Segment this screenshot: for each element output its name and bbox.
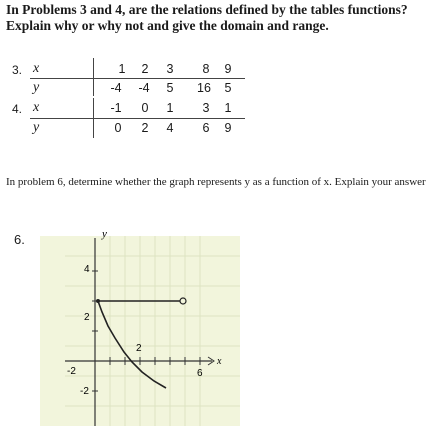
problem-4-number: 4.	[12, 102, 23, 116]
problem-6-number: 6.	[14, 232, 25, 247]
axis-label-y: y	[102, 228, 107, 240]
problem-4-y-label: y	[33, 120, 40, 135]
problem-6-instructions: In problem 6, determine whether the graph represents y as a function of x. Explain your answer	[6, 176, 426, 188]
problem-4-x-cell: -1	[110, 101, 122, 115]
tick-label-x-neg2: -2	[67, 366, 76, 377]
problem-3-y-label: y	[33, 80, 40, 95]
problem-3-y-cell: 5	[224, 81, 232, 95]
problem-4-table	[0, 0, 442, 200]
problem-3-x-cell: 1	[118, 62, 126, 76]
problem-3-y-cell: -4	[138, 81, 150, 95]
axis-label-x: x	[217, 356, 222, 367]
problem-3-y-cell: 16	[197, 81, 211, 95]
open-endpoint	[180, 298, 186, 304]
problem-4-x-cell: 1	[224, 101, 232, 115]
problem-4-y-cell: 6	[202, 121, 210, 135]
problem-4-y-cell: 4	[166, 121, 174, 135]
problem-3-x-label: x	[33, 61, 40, 76]
problem-4-x-cell: 1	[166, 101, 174, 115]
closed-endpoint	[96, 299, 100, 303]
problem-3-y-cell: -4	[110, 81, 122, 95]
tick-label-y-neg2: -2	[80, 386, 89, 397]
tick-label-x-6: 6	[197, 368, 203, 379]
problem-4-x-cell: 3	[202, 101, 210, 115]
problem-4-y-cell: 9	[224, 121, 232, 135]
problem-4-x-label: x	[33, 100, 40, 115]
problem-4-x-cell: 0	[141, 101, 149, 115]
tick-label-y-4: 4	[84, 264, 90, 275]
problem-6-graph	[40, 226, 240, 426]
problem-3-x-cell: 8	[202, 62, 210, 76]
tick-label-y-2: 2	[84, 312, 90, 323]
problem-4-y-cell: 2	[141, 121, 149, 135]
problem-3-x-cell: 2	[141, 62, 149, 76]
problem-3-x-cell: 9	[224, 62, 232, 76]
problem-heading: In Problems 3 and 4, are the relations defined by the tables functions? Explain why or why not and give the domain and range.	[6, 2, 408, 33]
problem-4-col-divider	[93, 98, 94, 138]
problem-4-row-divider	[30, 118, 245, 119]
problem-4-y-cell: 0	[114, 121, 122, 135]
tick-label-x-2: 2	[136, 343, 142, 354]
problem-3-y-cell: 5	[166, 81, 174, 95]
problem-3-number: 3.	[12, 63, 23, 77]
problem-3-x-cell: 3	[166, 62, 174, 76]
